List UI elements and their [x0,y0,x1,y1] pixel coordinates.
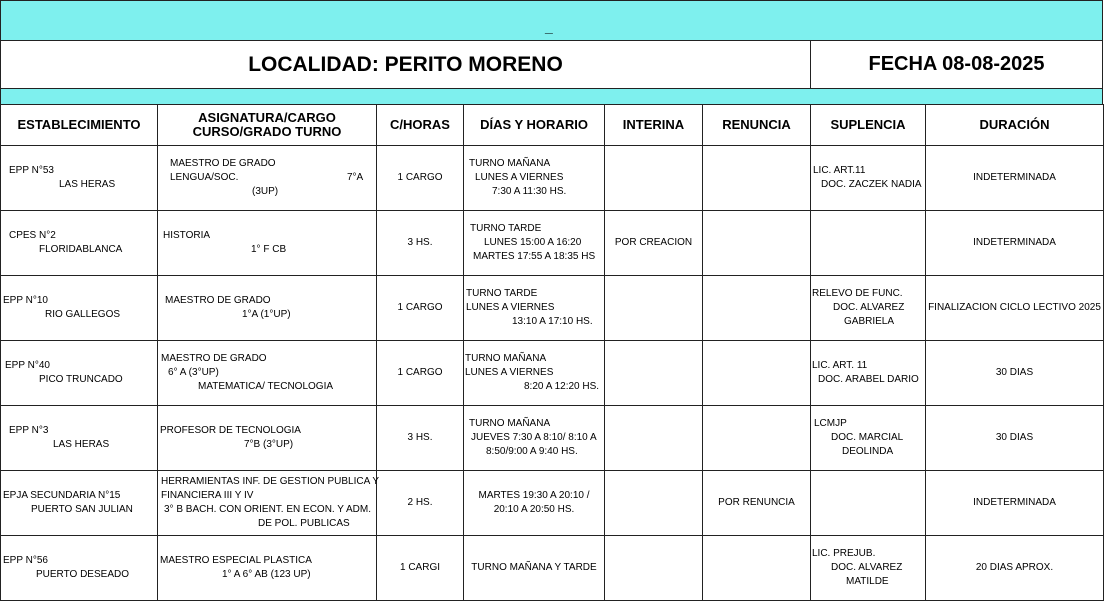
col-header-asignatura [158,105,377,146]
cell-horas: 3 HS. [377,211,464,276]
dias-horario-line: 13:10 A 17:10 HS. [512,316,593,327]
asignatura-line: 7°A [347,172,364,183]
cell-suplencia [811,471,926,536]
cell-interina [605,341,703,406]
cell-horas: 1 CARGO [377,341,464,406]
title-row [0,40,1103,89]
col-header-asignatura-line1: ASIGNATURA/CARGO [198,110,336,125]
cell-horas: 2 HS. [377,471,464,536]
suplencia-line: RELEVO DE FUNC. [812,288,903,299]
cell-interina [605,406,703,471]
cell-horas: 3 HS. [377,406,464,471]
cell-dias-horario [464,146,605,211]
col-header-renuncia: RENUNCIA [703,105,811,146]
dias-horario-line: MARTES 17:55 A 18:35 HS [473,251,596,262]
suplencia-line: DOC. MARCIAL [831,432,904,443]
asignatura-line: MAESTRO ESPECIAL PLASTICA [160,555,312,566]
asignatura-line: LENGUA/SOC. [170,172,239,183]
cell-establecimiento [1,341,158,406]
establecimiento-line: PUERTO SAN JULIAN [31,504,133,515]
cell-establecimiento [1,276,158,341]
table-row [1,211,1104,276]
cell-establecimiento [1,471,158,536]
dias-horario-line: TURNO TARDE [466,288,538,299]
dias-horario-line: LUNES A VIERNES [465,367,554,378]
cell-interina [605,471,703,536]
asignatura-line: HISTORIA [163,230,211,241]
cell-duracion: FINALIZACION CICLO LECTIVO 2025 [926,276,1104,341]
dias-horario-line: 8:50/9:00 A 9:40 HS. [486,446,578,457]
cell-suplencia [811,536,926,601]
suplencia-line: DOC. ALVAREZ [833,302,905,313]
table-row [1,406,1104,471]
establecimiento-line: PICO TRUNCADO [39,374,123,385]
asignatura-line: MAESTRO DE GRADO [161,353,267,364]
establecimiento-line: EPP N°40 [5,360,50,371]
asignatura-line: MATEMATICA/ TECNOLOGIA [198,381,334,392]
dias-horario-line: JUEVES 7:30 A 8:10/ 8:10 A [471,432,597,443]
top-band-mark: _ [545,19,553,35]
cell-renuncia: POR RENUNCIA [703,471,811,536]
dias-horario-line: 8:20 A 12:20 HS. [524,381,600,392]
cell-establecimiento [1,146,158,211]
table-body [1,146,1104,601]
table-row [1,536,1104,601]
establecimiento-line: EPP N°53 [9,165,54,176]
cell-interina [605,536,703,601]
cell-renuncia [703,406,811,471]
cell-dias-horario [464,341,605,406]
dias-horario-line: LUNES A VIERNES [475,172,564,183]
cell-dias-horario [464,536,605,601]
table-row [1,471,1104,536]
cell-duracion: INDETERMINADA [926,471,1104,536]
asignatura-line: PROFESOR DE TECNOLOGIA [160,425,301,436]
asignatura-line: MAESTRO DE GRADO [165,295,271,306]
cell-asignatura [158,471,380,536]
cell-asignatura [158,341,377,406]
dias-horario-line: TURNO TARDE [470,223,542,234]
establecimiento-line: PUERTO DESEADO [36,569,129,580]
cell-interina [605,146,703,211]
asignatura-line: 1°A (1°UP) [242,309,291,320]
dias-horario-line: 7:30 A 11:30 HS. [492,186,567,197]
cell-asignatura [158,536,377,601]
top-color-band [0,0,1103,41]
cell-establecimiento [1,536,158,601]
suplencia-line: GABRIELA [844,316,895,327]
dias-horario-line: TURNO MAÑANA [465,353,547,364]
cell-asignatura [158,211,377,276]
cell-horas: 1 CARGI [377,536,464,601]
establecimiento-line: EPJA SECUNDARIA N°15 [3,490,121,501]
establecimiento-line: LAS HERAS [59,179,116,190]
table-row [1,276,1104,341]
cell-suplencia [811,341,926,406]
suplencia-line: DOC. ARABEL DARIO [818,374,919,385]
cell-suplencia [811,406,926,471]
cell-establecimiento [1,406,158,471]
cell-dias-horario [464,211,605,276]
dias-horario-line: LUNES A VIERNES [466,302,555,313]
cell-duracion: 20 DIAS APROX. [926,536,1104,601]
establecimiento-line: LAS HERAS [53,439,110,450]
establecimiento-line: RIO GALLEGOS [45,309,121,320]
cell-interina: POR CREACION [605,211,703,276]
asignatura-line: 1° F CB [251,244,287,255]
col-header-establecimiento: ESTABLECIMIENTO [1,105,158,146]
cell-asignatura [158,406,377,471]
asignatura-line: (3UP) [252,186,279,197]
cell-dias-horario [464,276,605,341]
cell-renuncia [703,341,811,406]
col-header-asignatura-line2: CURSO/GRADO TURNO [192,124,342,139]
cell-suplencia [811,211,926,276]
cell-asignatura [158,146,377,211]
date-title: FECHA 08-08-2025 [868,53,1045,75]
separator-band [0,88,1103,105]
col-header-horas: C/HORAS [377,105,464,146]
asignatura-line-group [158,171,376,185]
cell-asignatura [158,276,377,341]
table-row [1,146,1104,211]
cell-establecimiento [1,211,158,276]
locality-title: LOCALIDAD: PERITO MORENO [1,41,811,88]
cell-horas: 1 CARGO [377,146,464,211]
cell-suplencia [811,276,926,341]
asignatura-line: MAESTRO DE GRADO [170,158,276,169]
establecimiento-line: EPP N°3 [9,425,49,436]
establecimiento-line: CPES N°2 [9,230,56,241]
suplencia-line: DEOLINDA [842,446,894,457]
vacancies-table [0,104,1104,601]
asignatura-line: 3° B BACH. CON ORIENT. EN ECON. Y ADM. [164,504,372,515]
dias-horario-line: LUNES 15:00 A 16:20 [484,237,582,248]
cell-interina [605,276,703,341]
establecimiento-line: EPP N°56 [3,555,48,566]
cell-horas: 1 CARGO [377,276,464,341]
dias-horario-line: TURNO MAÑANA [469,158,551,169]
col-header-suplencia: SUPLENCIA [811,105,926,146]
cell-renuncia [703,146,811,211]
col-header-duracion: DURACIÓN [926,105,1104,146]
col-header-interina: INTERINA [605,105,703,146]
cell-suplencia [811,146,926,211]
dias-horario-line: MARTES 19:30 A 20:10 / [478,490,590,501]
suplencia-line: MATILDE [846,576,889,587]
asignatura-line: FINANCIERA III Y IV [161,490,254,501]
dias-horario-line: 20:10 A 20:50 HS. [493,504,575,515]
cell-duracion: 30 DIAS [926,341,1104,406]
suplencia-line: LIC. ART.11 [813,165,866,176]
table-row [1,341,1104,406]
suplencia-line: DOC. ALVAREZ [831,562,903,573]
header-row [1,105,1104,146]
asignatura-line: 7°B (3°UP) [244,439,294,450]
asignatura-line: HERRAMIENTAS INF. DE GESTION PUBLICA Y [161,476,380,487]
cell-duracion: INDETERMINADA [926,146,1104,211]
suplencia-line: LIC. ART. 11 [812,360,868,371]
cell-renuncia [703,536,811,601]
cell-renuncia [703,211,811,276]
col-header-dias: DÍAS Y HORARIO [464,105,605,146]
suplencia-line: DOC. ZACZEK NADIA [821,179,922,190]
cell-duracion: 30 DIAS [926,406,1104,471]
suplencia-line: LIC. PREJUB. [812,548,876,559]
cell-dias-horario [464,406,605,471]
dias-horario-line: TURNO MAÑANA [469,418,551,429]
asignatura-line: 6° A (3°UP) [168,367,219,378]
dias-horario-line: TURNO MAÑANA Y TARDE [471,562,597,573]
cell-dias-horario [464,471,605,536]
cell-duracion: INDETERMINADA [926,211,1104,276]
establecimiento-line: FLORIDABLANCA [39,244,123,255]
asignatura-line: 1° A 6° AB (123 UP) [222,569,311,580]
asignatura-line: DE POL. PUBLICAS [258,518,350,529]
establecimiento-line: EPP N°10 [3,295,48,306]
suplencia-line: LCMJP [814,418,847,429]
cell-renuncia [703,276,811,341]
